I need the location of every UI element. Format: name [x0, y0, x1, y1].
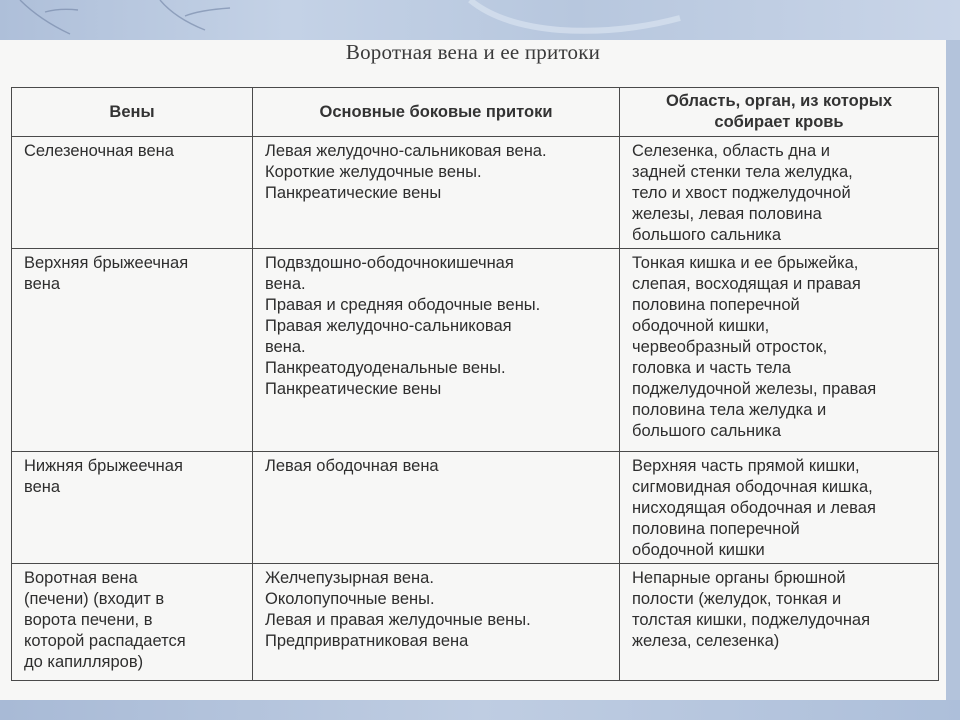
cell-vein: Селезеночная вена	[12, 137, 253, 249]
cell-vein: Нижняя брыжеечная вена	[12, 452, 253, 564]
table-row	[12, 249, 939, 452]
cell-region: Непарные органы брюшной полости (желудок, тонкая и толстая кишки, поджелудочная железа, селезенка)	[620, 564, 939, 681]
table-header-row	[12, 88, 939, 137]
header-region: Область, орган, из которых собирает кровь	[620, 88, 939, 137]
background-branch-decoration	[0, 0, 960, 40]
table-row	[12, 564, 939, 681]
page-title: Воротная вена и ее притоки	[345, 40, 601, 64]
cell-region: Селезенка, область дна и задней стенки тела желудка, тело и хвост поджелудочной железы, левая половина большого сальника	[620, 137, 939, 249]
header-tributaries: Основные боковые притоки	[253, 88, 620, 137]
cell-region: Тонкая кишка и ее брыжейка, слепая, восходящая и правая половина поперечной ободочной кишки, червеобразный отросток, головка и часть тела поджелудочной железы, правая половина тела желудка и большого сальника	[620, 249, 939, 452]
cell-tributaries: Левая ободочная вена	[253, 452, 620, 564]
table-row	[12, 137, 939, 249]
header-veins: Вены	[12, 88, 253, 137]
cell-tributaries: Подвздошно-ободочнокишечная вена. Правая и средняя ободочные вены. Правая желудочно-сальниковая вена. Панкреатодуоденальные вены. Панкреатические вены	[253, 249, 620, 452]
cell-vein: Воротная вена (печени) (входит в ворота печени, в которой распадается до капилляров)	[12, 564, 253, 681]
table-row	[12, 452, 939, 564]
cell-tributaries: Желчепузырная вена. Околопупочные вены. Левая и правая желудочные вены. Предпривратниковая вена	[253, 564, 620, 681]
cell-region: Верхняя часть прямой кишки, сигмовидная ободочная кишка, нисходящая ободочная и левая половина поперечной ободочной кишки	[620, 452, 939, 564]
portal-vein-table	[11, 87, 939, 681]
cell-vein: Верхняя брыжеечная вена	[12, 249, 253, 452]
cell-tributaries: Левая желудочно-сальниковая вена. Короткие желудочные вены. Панкреатические вены	[253, 137, 620, 249]
background-bottom-band	[0, 700, 960, 720]
